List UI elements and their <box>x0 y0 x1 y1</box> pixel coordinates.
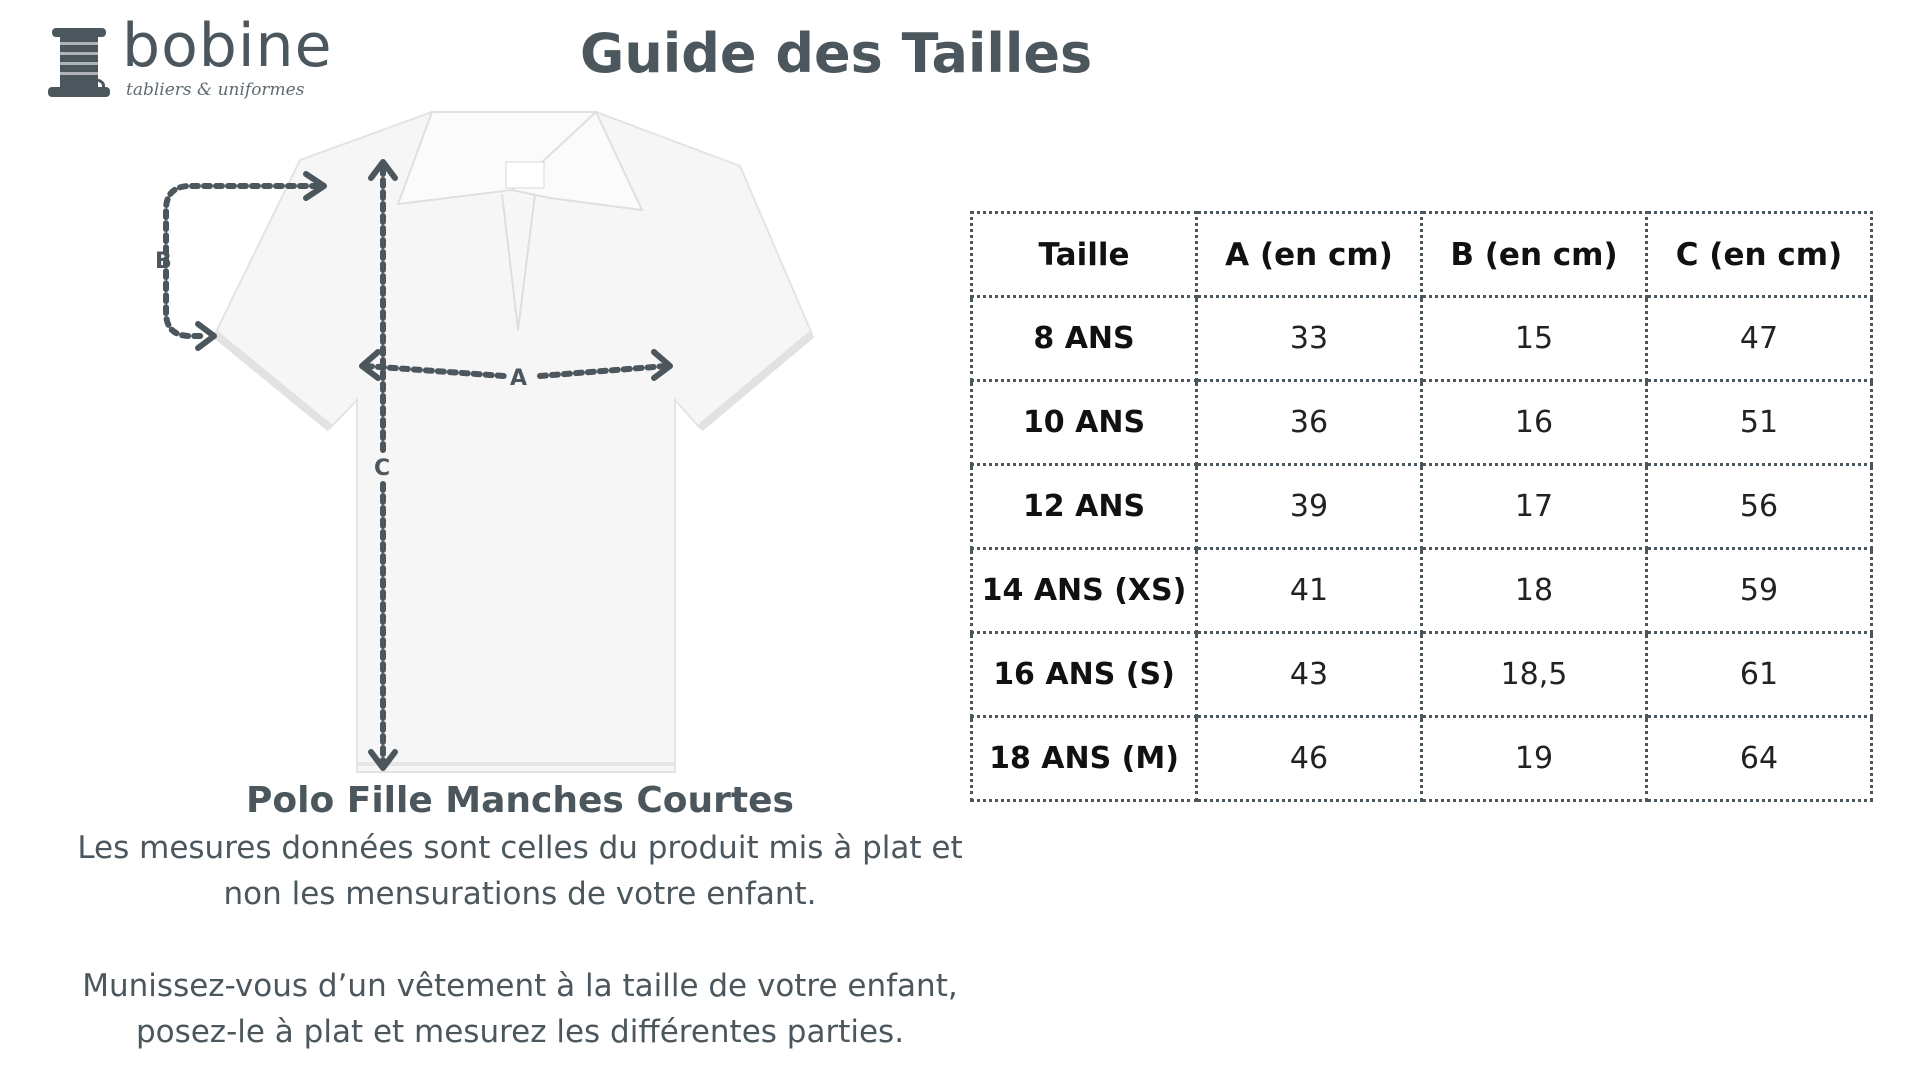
size-table <box>970 211 1873 802</box>
caption-line: Les mesures données sont celles du produit mis à plat et <box>77 830 963 866</box>
caption-line: posez-le à plat et mesurez les différentes parties. <box>135 1014 905 1050</box>
measure-label-b: B <box>155 249 172 274</box>
product-title: Polo Fille Manches Courtes <box>246 780 794 821</box>
cell-a: 33 <box>1197 297 1422 381</box>
cell-c: 56 <box>1647 465 1872 549</box>
caption-line: Munissez-vous d’un vêtement à la taille de votre enfant, <box>82 968 958 1004</box>
cell-c: 61 <box>1647 633 1872 717</box>
spool-icon <box>46 22 112 102</box>
table-row <box>972 549 1872 633</box>
table-header-row <box>972 213 1872 297</box>
header-b: B (en cm) <box>1422 213 1647 297</box>
cell-c: 51 <box>1647 381 1872 465</box>
brand-name: bobine <box>122 11 333 81</box>
cell-size: 14 ANS (XS) <box>972 549 1197 633</box>
table-row <box>972 381 1872 465</box>
polo-label <box>506 162 544 188</box>
measure-label-a: A <box>510 366 528 391</box>
page-title: Guide des Tailles <box>580 22 1093 85</box>
cell-b: 16 <box>1422 381 1647 465</box>
cell-b: 15 <box>1422 297 1647 381</box>
table-row <box>972 633 1872 717</box>
cell-c: 64 <box>1647 717 1872 801</box>
cell-c: 59 <box>1647 549 1872 633</box>
cell-b: 18 <box>1422 549 1647 633</box>
cell-size: 8 ANS <box>972 297 1197 381</box>
table-row <box>972 297 1872 381</box>
caption-line: non les mensurations de votre enfant. <box>223 876 817 912</box>
header-a: A (en cm) <box>1197 213 1422 297</box>
header-c: C (en cm) <box>1647 213 1872 297</box>
brand-logo <box>46 11 333 104</box>
cell-a: 41 <box>1197 549 1422 633</box>
product-caption <box>20 780 1020 1055</box>
cell-b: 17 <box>1422 465 1647 549</box>
brand-tagline: tabliers & uniformes <box>126 80 305 100</box>
cell-b: 18,5 <box>1422 633 1647 717</box>
cell-a: 43 <box>1197 633 1422 717</box>
polo-illustration <box>140 100 840 780</box>
measure-label-c: C <box>374 456 391 481</box>
cell-size: 12 ANS <box>972 465 1197 549</box>
cell-a: 36 <box>1197 381 1422 465</box>
cell-size: 10 ANS <box>972 381 1197 465</box>
cell-size: 18 ANS (M) <box>972 717 1197 801</box>
header-size: Taille <box>972 213 1197 297</box>
cell-size: 16 ANS (S) <box>972 633 1197 717</box>
cell-b: 19 <box>1422 717 1647 801</box>
cell-a: 46 <box>1197 717 1422 801</box>
cell-c: 47 <box>1647 297 1872 381</box>
table-row <box>972 717 1872 801</box>
table-row <box>972 465 1872 549</box>
polo-shirt-shape <box>215 112 812 772</box>
cell-a: 39 <box>1197 465 1422 549</box>
